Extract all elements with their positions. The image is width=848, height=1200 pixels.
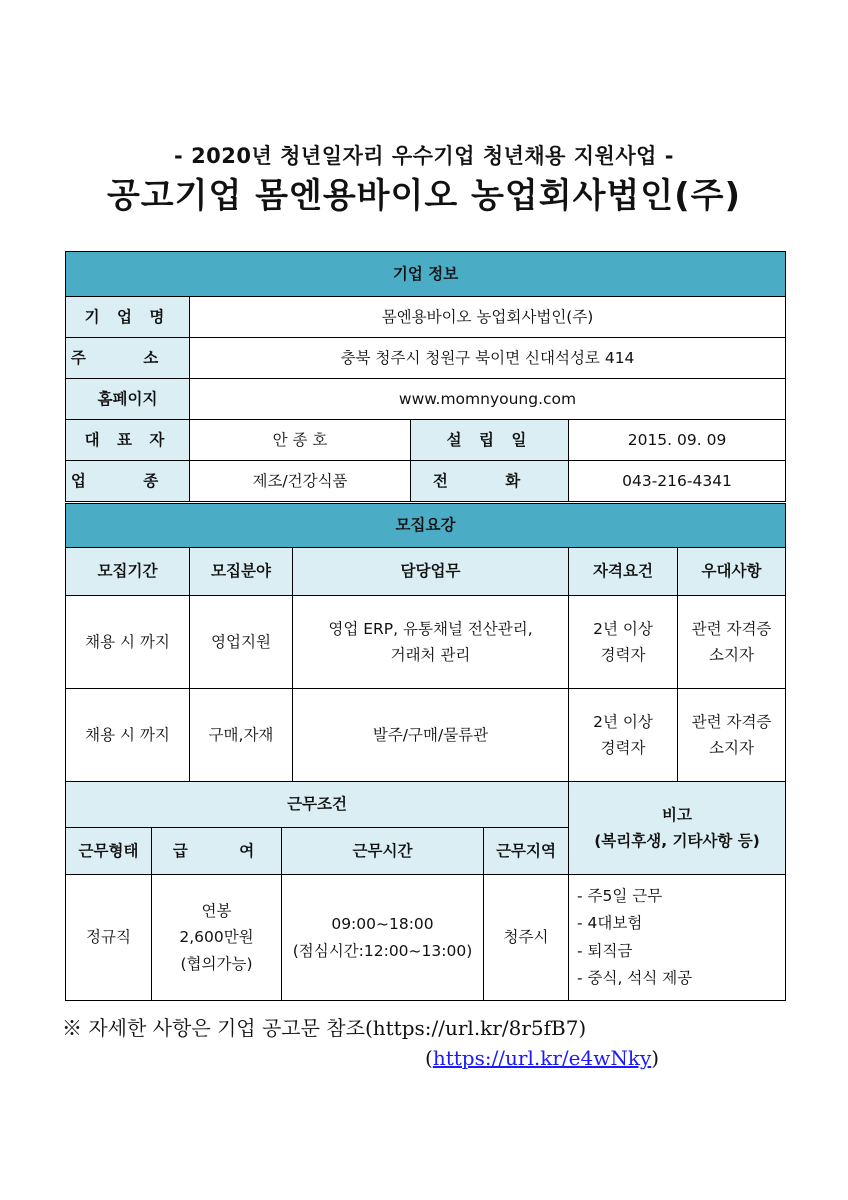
company-name-label: 기 업 명 — [66, 297, 190, 338]
industry-value: 제조/건강식품 — [190, 461, 411, 502]
remarks-header — [569, 782, 786, 875]
list-item: - 퇴직금 — [577, 941, 633, 960]
preference-value — [678, 689, 786, 782]
header-qualification: 자격요건 — [569, 548, 678, 596]
conditions-table — [65, 781, 786, 1001]
recruitment-table — [65, 503, 786, 782]
company-name-value: 몸엔용바이오 농업회사법인(주) — [190, 297, 786, 338]
qualification-line: 경력자 — [600, 646, 646, 664]
preference-line: 관련 자격증 — [691, 619, 772, 638]
header-duty: 담당업무 — [293, 548, 569, 596]
recruit-section-title: 모집요강 — [66, 504, 786, 548]
founded-label: 설 립 일 — [411, 420, 569, 461]
footer-note: ※ 자세한 사항은 기업 공고문 참조(https://url.kr/8r5fB7) — [62, 1016, 587, 1040]
document-subtitle: - 2020년 청년일자리 우수기업 청년채용 지원사업 - — [174, 144, 674, 168]
header-work-type: 근무형태 — [66, 828, 152, 875]
table-row — [66, 596, 786, 689]
salary-line: 2,600만원 — [179, 928, 254, 947]
salary-line: (협의가능) — [180, 954, 253, 973]
conditions-section-title: 근무조건 — [66, 782, 569, 828]
field-value: 구매,자재 — [190, 689, 293, 782]
preference-line: 소지자 — [709, 739, 754, 757]
list-item: - 중식, 석식 제공 — [577, 968, 693, 987]
document-title: 공고기업 몸엔용바이오 농업회사법인(주) — [106, 176, 742, 216]
remarks-list — [569, 875, 786, 1001]
qualification-line: 2년 이상 — [593, 619, 653, 638]
industry-label: 업 종 — [66, 461, 190, 502]
address-label: 주 소 — [66, 338, 190, 379]
header-hours: 근무시간 — [282, 828, 484, 875]
field-value: 영업지원 — [190, 596, 293, 689]
ceo-value: 안 종 호 — [190, 420, 411, 461]
qualification-line: 경력자 — [600, 739, 646, 757]
salary-line: 연봉 — [201, 901, 232, 920]
link-close-paren: ) — [651, 1046, 660, 1070]
homepage-label: 홈페이지 — [66, 379, 190, 420]
salary-value — [152, 875, 282, 1001]
company-info-section-title: 기업 정보 — [66, 252, 786, 297]
hours-line: (점심시간:12:00~13:00) — [292, 941, 473, 960]
link-open-paren: ( — [425, 1046, 433, 1070]
table-row — [66, 875, 786, 1001]
hours-value — [282, 875, 484, 1001]
period-value: 채용 시 까지 — [66, 689, 190, 782]
duty-line: 발주/구매/물류관 — [372, 725, 489, 744]
header-period: 모집기간 — [66, 548, 190, 596]
location-value: 청주시 — [484, 875, 569, 1001]
ceo-label: 대 표 자 — [66, 420, 190, 461]
header-salary: 급 여 — [152, 828, 282, 875]
list-item: - 4대보험 — [577, 914, 643, 933]
remarks-subtitle: (복리후생, 기타사항 등) — [594, 832, 760, 850]
remarks-title: 비고 — [662, 805, 692, 824]
qualification-line: 2년 이상 — [593, 712, 653, 731]
address-value: 충북 청주시 청원구 북이면 신대석성로 414 — [190, 338, 786, 379]
header-preference: 우대사항 — [678, 548, 786, 596]
founded-value: 2015. 09. 09 — [569, 420, 786, 461]
hours-line: 09:00~18:00 — [331, 915, 434, 934]
duty-line: 영업 ERP, 유통채널 전산관리, — [328, 619, 533, 638]
homepage-value[interactable]: www.momnyoung.com — [190, 379, 786, 420]
duty-value — [293, 689, 569, 782]
duty-value — [293, 596, 569, 689]
list-item: - 주5일 근무 — [577, 887, 663, 906]
phone-value: 043-216-4341 — [569, 461, 786, 502]
footer-link-line — [425, 1046, 659, 1070]
qualification-value — [569, 596, 678, 689]
phone-label: 전 화 — [411, 461, 569, 502]
period-value: 채용 시 까지 — [66, 596, 190, 689]
work-type-value: 정규직 — [66, 875, 152, 1001]
company-info-table — [65, 251, 786, 502]
duty-line: 거래처 관리 — [390, 646, 471, 664]
header-field: 모집분야 — [190, 548, 293, 596]
qualification-value — [569, 689, 678, 782]
announcement-link[interactable]: https://url.kr/e4wNky — [432, 1046, 652, 1070]
preference-line: 관련 자격증 — [691, 712, 772, 731]
header-location: 근무지역 — [484, 828, 569, 875]
preference-line: 소지자 — [709, 646, 754, 664]
preference-value — [678, 596, 786, 689]
table-row — [66, 689, 786, 782]
